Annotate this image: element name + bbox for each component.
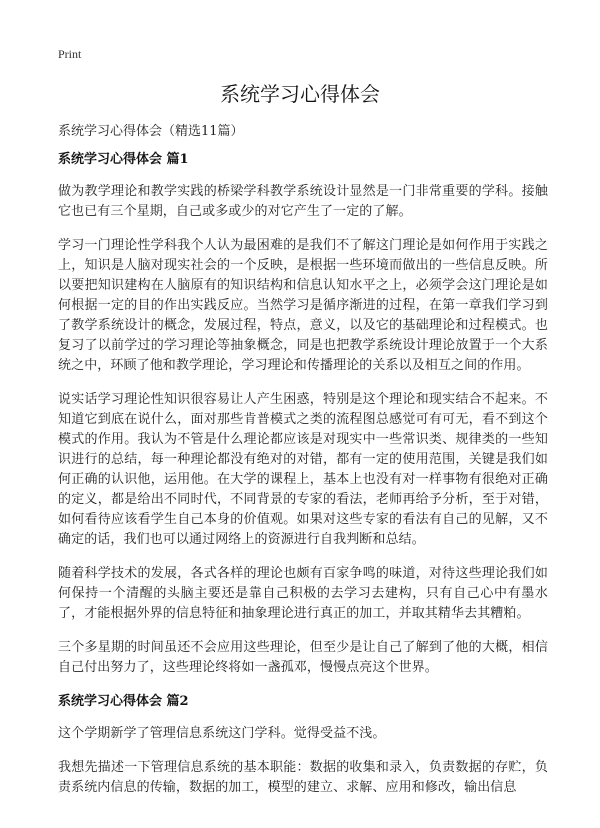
paragraph: 这个学期新学了管理信息系统这门学科。觉得受益不浅。 xyxy=(58,726,386,741)
paragraph: 随着科学技术的发展，各式各样的理论也颇有百家争鸣的味道，对待这些理论我们如何保持一个清醒的头脑主要还是靠自己积极的去学习去建构，只有自己心中有墨水了，才能根据外界的信息特征和抽象理论进行真正的加工，并取其精华去其糟粕。 xyxy=(58,566,548,621)
document-subtitle: 系统学习心得体会（精选11篇） xyxy=(58,124,244,139)
paragraph: 三个多星期的时间虽还不会应用这些理论，但至少是让自己了解到了他的大概，相信自己付出努力了，这些理论终将如一盏孤邓，慢慢点亮这个世界。 xyxy=(58,640,548,675)
paragraph: 说实话学习理论性知识很容易让人产生困惑，特别是这个理论和现实结合不起来。不知道它到底在说什么，面对那些肯普模式之类的流程图总感觉可有可无，看不到这个模式的作用。我认为不管是什么理论都应该是对现实中一些常识类、规律类的一些知识进行的总结，每一种理论都没有绝对的对错，都有一定的使用范围，关键是我们如何正确的认识他，运用他。在大学的课程上，基本上也没有对一样事物有很绝对正确的定义，都是给出不同时代，不同背景的专家的看法，老师再给予分析，至于对错，如何看待应该看学生自己本身的价值观。如果对这些专家的看法有自己的见解，又不确定的话，我们也可以通过网络上的资源进行自我判断和总结。 xyxy=(58,392,548,547)
document-body xyxy=(58,146,548,812)
section-heading-2: 系统学习心得体会 篇2 xyxy=(58,694,189,709)
paragraph: 学习一门理论性学科我个人认为最困难的是我们不了解这门理论是如何作用于实践之上，知识是人脑对现实社会的一个反映，是根据一些环境而做出的一些信息反映。所以要把知识建构在人脑原有的知识结构和信息认知水平之上，必须学会这门理论是如何根据一定的目的作出实践反应。当然学习是循序渐进的过程，在第一章我们学习到了教学系统设计的概念，发展过程，特点，意义，以及它的基础理论和过程模式。也复习了以前学过的学习理论等抽象概念，同是也把教学系统设计理论放置于一个大系统之中，环顾了他和教学理论，学习理论和传播理论的关系以及相互之间的作用。 xyxy=(58,238,548,373)
print-link[interactable]: Print xyxy=(58,47,82,61)
paragraph: 做为教学理论和教学实践的桥梁学科教学系统设计显然是一门非常重要的学科。接触它也已有三个星期，自己或多或少的对它产生了一定的了解。 xyxy=(58,184,548,219)
page-title: 系统学习心得体会 xyxy=(220,82,380,106)
section-heading-1: 系统学习心得体会 篇1 xyxy=(58,152,189,167)
paragraph: 我想先描述一下管理信息系统的基本职能：数据的收集和录入，负责数据的存贮，负责系统内信息的传输，数据的加工，模型的建立、求解、应用和修改，输出信息 xyxy=(58,760,548,795)
